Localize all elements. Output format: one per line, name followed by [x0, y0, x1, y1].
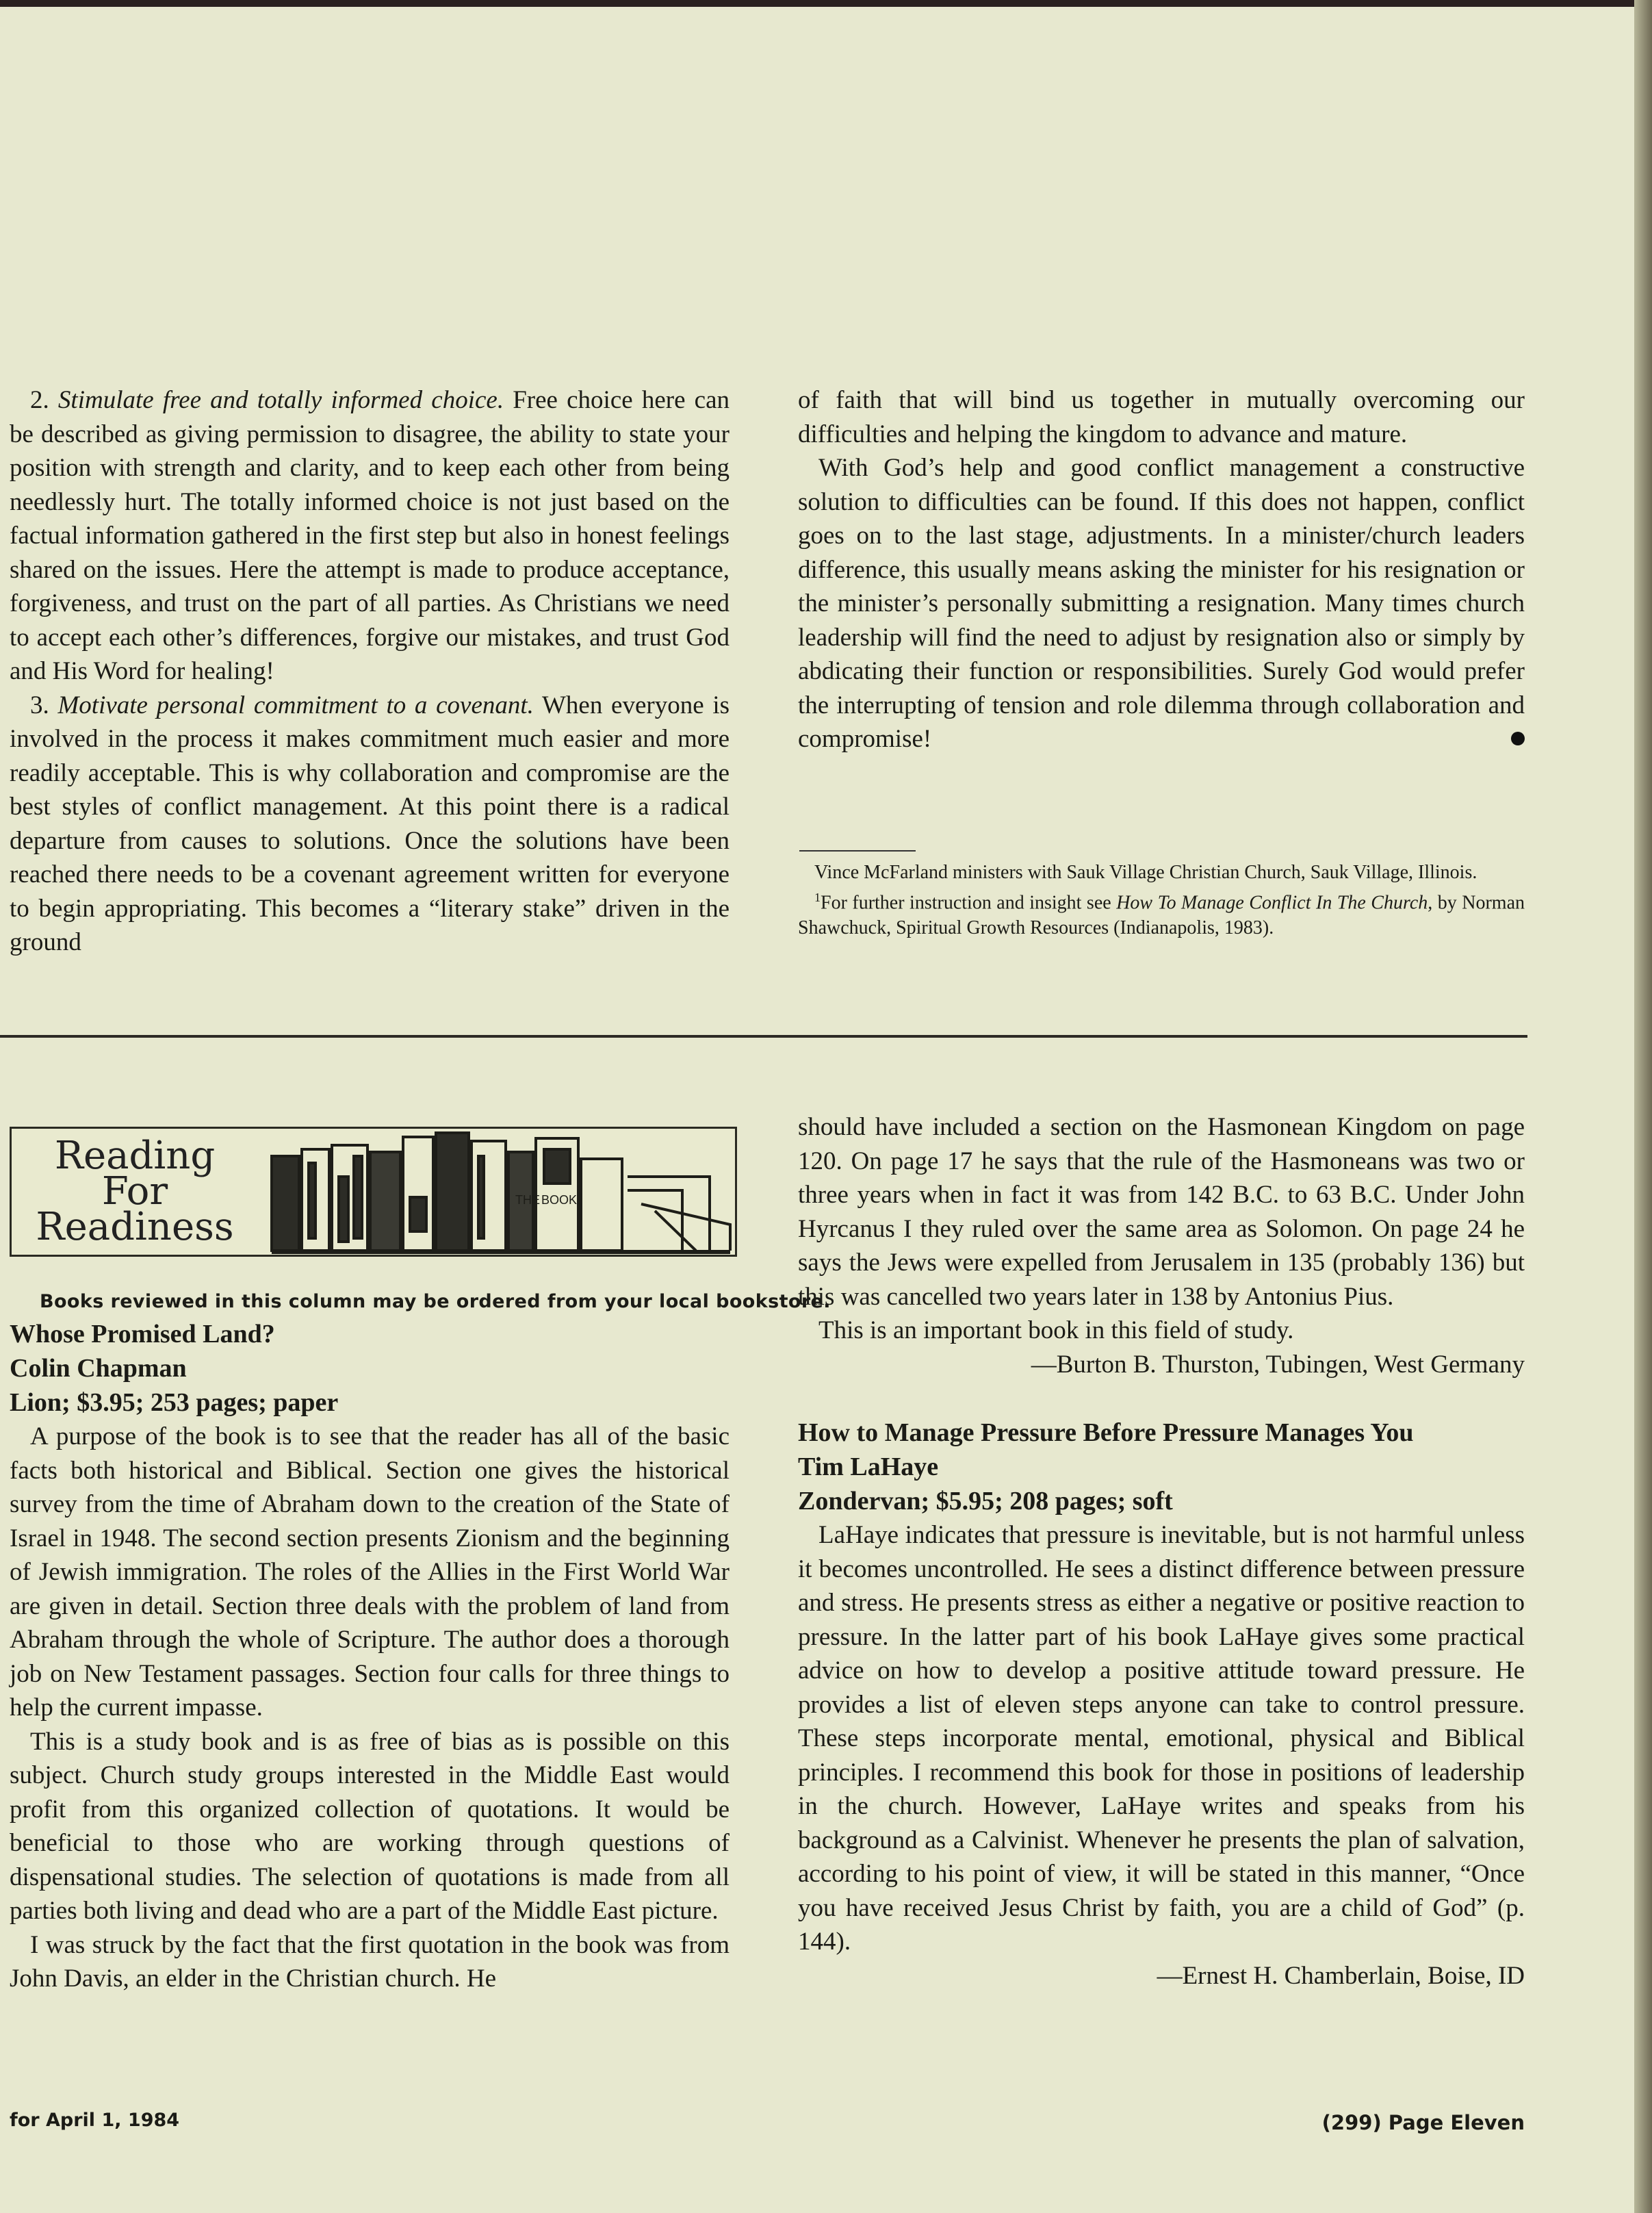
book-sign-word: BOOK — [541, 1193, 578, 1207]
review-paragraph: I was struck by the fact that the first quotation in the book was from John Davis, an elder in the Christian church. He — [10, 1930, 730, 1993]
paragraph-text: Free choice here can be described as giving permission to disagree, the ability to state your position with strength and clarity, and to keep each other from being needlessly hurt. The totally informed choice is not just based on the factual information gathered in the first step but also in honest feelings shared on the issues. Here the attempt is made to produce acceptance, forgiveness, and trust on the part of all parties. As Christians we need to accept each other’s differences, forgive our mistakes, and trust God and His Word for healing! — [10, 386, 730, 685]
column-banner — [10, 1127, 737, 1257]
paragraph-text: When everyone is involved in the process it makes commitment much easier and more readily acceptable. This is why collaboration and compromise are the best styles of conflict management. At this point there is a radical departure from causes to solutions. Once the solutions have been reached there needs to be a covenant agreement written for everyone to begin appropriating. This becomes a “literary stake” driven in the ground — [10, 691, 730, 956]
bookshelf-illustration — [258, 1129, 737, 1256]
paragraph-text: Under John Hyrcanus I they ruled over the same area as Solomon. On page 24 he says the Jews were expelled from Jerusalem in 135 (probably 136) but this was cancelled two years later in 138 by Antonius Pius. — [798, 1181, 1525, 1311]
review-paragraph: This is an important book in this field of study. — [818, 1316, 1294, 1344]
column-title-line: For — [101, 1169, 168, 1214]
footer-page-number: (299) Page Eleven — [1321, 2111, 1525, 2134]
reviewer-signature: —Burton B. Thurston, Tubingen, West Germany — [1031, 1350, 1525, 1379]
page-top-edge — [0, 0, 1652, 7]
step-heading: Stimulate free and totally informed choice. — [57, 386, 504, 414]
footnote-text: For further instruction and insight see — [821, 892, 1117, 914]
era-abbreviation: B.C. — [1350, 1181, 1397, 1209]
footnotes — [798, 860, 1525, 941]
review-book-publisher: Lion; $3.95; 253 pages; paper — [10, 1388, 339, 1417]
paragraph-text: should have included a section on the Hasmonean Kingdom on page 120. On page 17 he says that the rule of the Hasmoneans was two or three years when in fact it was from 142 — [798, 1113, 1525, 1209]
review-paragraph: LaHaye indicates that pressure is inevitable, but is not harmful unless it becomes uncontrolled. He sees a distinct difference between pressure and stress. He presents stress as either a negative or positive reaction to pressure. In the latter part of his book LaHaye gives some practical advice on how to develop a positive attitude toward pressure. He provides a list of eleven steps anyone can take to control pressure. These steps incorporate mental, emotional, physical and Biblical principles. I recommend this book for those in positions of leadership in the church. However, LaHaye writes and speaks from his background as a Calvinist. Whenever he presents the plan of salvation, according to his point of view, it will be stated in this manner, “Once you have received Jesus Christ by faith, you are a child of God” (p. 144). — [798, 1521, 1525, 1956]
article-paragraph: of faith that will bind us together in mutually overcoming our difficulties and helping the kingdom to advance and mature. — [798, 386, 1525, 448]
article-paragraph — [798, 451, 1525, 756]
reviewer-signature: —Ernest H. Chamberlain, Boise, ID — [1157, 1961, 1525, 1990]
review-right-column — [798, 1110, 1525, 1993]
footnote-marker: 1 — [814, 891, 821, 904]
article-left-column — [10, 383, 730, 960]
article-right-column — [798, 383, 1525, 756]
paragraph-text: to 63 — [1279, 1181, 1350, 1209]
review-book-publisher: Zondervan; $5.95; 208 pages; soft — [798, 1487, 1173, 1515]
article-paragraph-3 — [10, 689, 730, 960]
review-paragraph-continued — [798, 1110, 1525, 1314]
column-title — [25, 1134, 244, 1249]
end-mark-icon — [1511, 732, 1525, 745]
order-note: Books reviewed in this column may be ordered from your local bookstore. — [40, 1291, 831, 1312]
footer-issue-date: for April 1, 1984 — [10, 2110, 180, 2131]
footnote-text: by Norman Shawchuck, Spiritual Growth Resources (Indianapolis, 1983). — [798, 892, 1525, 939]
review-left-column — [10, 1317, 730, 1996]
page-binding-shadow — [1634, 0, 1652, 2213]
footnote-book-title: How To Manage Conflict In The Church, — [1116, 892, 1433, 914]
spacer — [798, 1381, 1525, 1416]
step-heading: Motivate personal commitment to a covenant. — [57, 691, 534, 719]
review-book-title: Whose Promised Land? — [10, 1320, 275, 1348]
list-number: 3. — [30, 691, 49, 719]
review-book-author: Tim LaHaye — [798, 1453, 939, 1481]
column-title-line: Readiness — [36, 1205, 234, 1249]
paragraph-text: With God’s help and good conflict management a constructive solution to difficulties can be found. If this does not happen, conflict goes on to the last stage, adjustments. In a minister/church leaders difference, this usually means asking the minister for his resignation or the minister’s personally submitting a resignation. Many times church leadership will find the need to adjust by resignation also or simply by abdicating their function or responsibilities. Surely God would prefer the interrupting of tension and role dilemma through collaboration and compromise! — [798, 454, 1525, 753]
review-book-title: How to Manage Pressure Before Pressure Manages You — [798, 1418, 1414, 1447]
review-book-author: Colin Chapman — [10, 1354, 187, 1383]
list-number: 2. — [30, 386, 49, 414]
column-title-line: Reading — [54, 1134, 216, 1178]
review-paragraph: A purpose of the book is to see that the reader has all of the basic facts both historical and Biblical. Section one gives the historical survey from the time of Abraham down to the creation of the State of Israel in 1948. The second section presents Zionism and the beginning of Jewish immigration. The roles of the Allies in the First World War are given in detail. Section three deals with the problem of land from Abraham through the whole of Scripture. The author does a thorough job on New Testament passages. Section four calls for three things to help the current impasse. — [10, 1422, 730, 1722]
book-sign-word: THE — [515, 1193, 540, 1207]
footnote-rule — [799, 850, 916, 852]
footnote-1 — [798, 885, 1525, 941]
author-note: Vince McFarland ministers with Sauk Village Christian Church, Sauk Village, Illinois. — [814, 862, 1477, 883]
section-divider — [0, 1035, 1527, 1038]
review-paragraph: This is a study book and is as free of bias as is possible on this subject. Church study groups interested in the Middle East would profit from this organized collection of quotations. It would be beneficial to those who are working through questions of dispensational studies. The selection of quotations is made from all parties both living and dead who are a part of the Middle East picture. — [10, 1727, 730, 1925]
era-abbreviation: B.C. — [1232, 1181, 1280, 1209]
article-paragraph-2 — [10, 383, 730, 689]
